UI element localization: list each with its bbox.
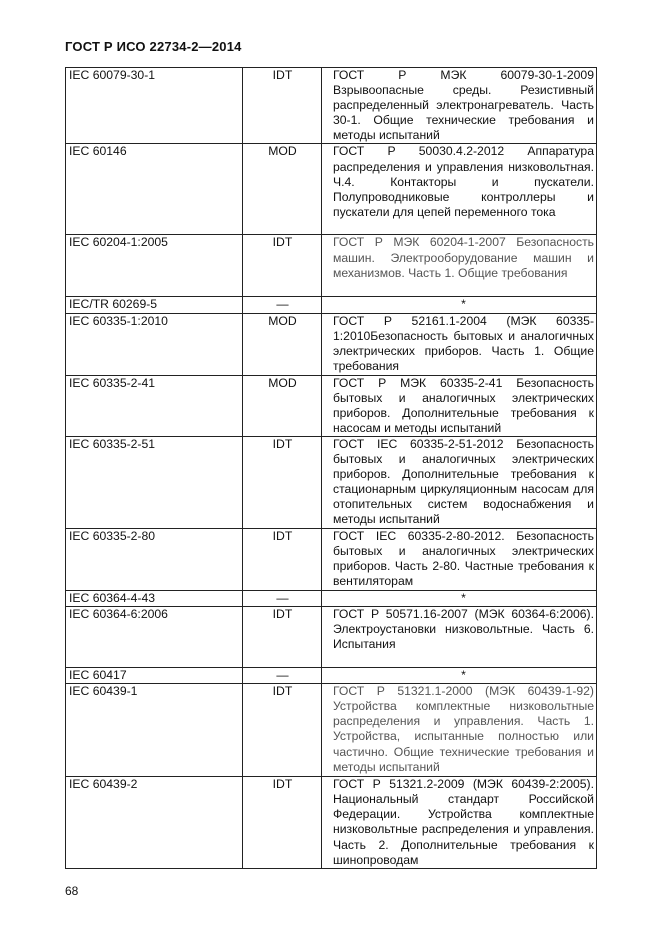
- standard-cell: *: [322, 590, 597, 606]
- table-row: [66, 297, 597, 313]
- degree-cell: —: [243, 297, 322, 313]
- ref-cell: IEC 60417: [66, 668, 243, 684]
- degree-cell: —: [243, 590, 322, 606]
- standard-cell: ГОСТ Р МЭК 60079-30-1-2009 Взрывоопасные среды. Резистивный распределенный электронагреватель. Часть 30-1. Общие технические требования и методы испытаний: [322, 68, 597, 144]
- ref-cell: IEC 60439-1: [66, 684, 243, 777]
- ref-cell: IEC 60146: [66, 144, 243, 235]
- standard-cell: ГОСТ IEC 60335-2-51-2012 Безопасность бытовых и аналогичных электрических приборов. Дополнительные требования к стационарным циркуляционным насосам для отопительных систем водоснабжения и методы испытаний: [322, 436, 597, 528]
- ref-cell: IEC 60364-4-43: [66, 590, 243, 606]
- degree-cell: IDT: [243, 235, 322, 297]
- standard-cell: *: [322, 297, 597, 313]
- ref-cell: IEC 60335-2-41: [66, 375, 243, 436]
- document-header: ГОСТ Р ИСО 22734-2—2014: [65, 39, 242, 54]
- ref-cell: IEC 60335-2-51: [66, 436, 243, 528]
- ref-cell: IEC 60079-30-1: [66, 68, 243, 144]
- table-row: [66, 375, 597, 436]
- ref-cell: IEC 60204-1:2005: [66, 235, 243, 297]
- degree-cell: IDT: [243, 436, 322, 528]
- table-row: [66, 235, 597, 297]
- degree-cell: —: [243, 668, 322, 684]
- standard-cell: ГОСТ IEC 60335-2-80-2012. Безопасность бытовых и аналогичных электрических приборов. Часть 2-80. Частные требования к вентиляторам: [322, 528, 597, 590]
- standard-cell: ГОСТ Р МЭК 60335-2-41 Безопасность бытовых и аналогичных электрических приборов. Дополнительные требования к насосам и методы испытаний: [322, 375, 597, 436]
- table-row: [66, 777, 597, 869]
- page-number: 68: [65, 884, 79, 898]
- degree-cell: MOD: [243, 144, 322, 235]
- ref-cell: IEC 60335-2-80: [66, 528, 243, 590]
- table-row: [66, 313, 597, 375]
- degree-cell: IDT: [243, 777, 322, 869]
- ref-cell: IEC 60335-1:2010: [66, 313, 243, 375]
- table-row: [66, 144, 597, 235]
- table-row: [66, 684, 597, 777]
- standard-cell: ГОСТ Р 50571.16-2007 (МЭК 60364-6:2006). Электроустановки низковольтные. Часть 6. Испытания: [322, 607, 597, 668]
- table-row: [66, 528, 597, 590]
- standard-cell: ГОСТ Р 51321.1-2000 (МЭК 60439-1-92) Устройства комплектные низковольтные распределения и управления. Часть 1. Устройства, испытанные полностью или частично. Общие технические требования и методы испытаний: [322, 684, 597, 777]
- degree-cell: IDT: [243, 528, 322, 590]
- table-row: [66, 436, 597, 528]
- degree-cell: MOD: [243, 375, 322, 436]
- table-row: [66, 668, 597, 684]
- standards-table: [65, 67, 597, 869]
- degree-cell: IDT: [243, 68, 322, 144]
- table-row: [66, 607, 597, 668]
- ref-cell: IEC 60439-2: [66, 777, 243, 869]
- degree-cell: MOD: [243, 313, 322, 375]
- ref-cell: IEC 60364-6:2006: [66, 607, 243, 668]
- table-row: [66, 68, 597, 144]
- standard-cell: ГОСТ Р 50030.4.2-2012 Аппаратура распределения и управления низковольтная. Ч.4. Контакторы и пускатели. Полупроводниковые контроллеры и пускатели для цепей переменного тока: [322, 144, 597, 235]
- standard-cell: ГОСТ Р МЭК 60204-1-2007 Безопасность машин. Электрооборудование машин и механизмов. Часть 1. Общие требования: [322, 235, 597, 297]
- degree-cell: IDT: [243, 607, 322, 668]
- standard-cell: *: [322, 668, 597, 684]
- degree-cell: IDT: [243, 684, 322, 777]
- standard-cell: ГОСТ Р 52161.1-2004 (МЭК 60335-1:2010Безопасность бытовых и аналогичных электрических приборов. Часть 1. Общие требования: [322, 313, 597, 375]
- standard-cell: ГОСТ Р 51321.2-2009 (МЭК 60439-2:2005). Национальный стандарт Российской Федерации. Устройства комплектные низковольтные распределения и управления. Часть 2. Дополнительные требования к шинопроводам: [322, 777, 597, 869]
- table-row: [66, 590, 597, 606]
- ref-cell: IEC/TR 60269-5: [66, 297, 243, 313]
